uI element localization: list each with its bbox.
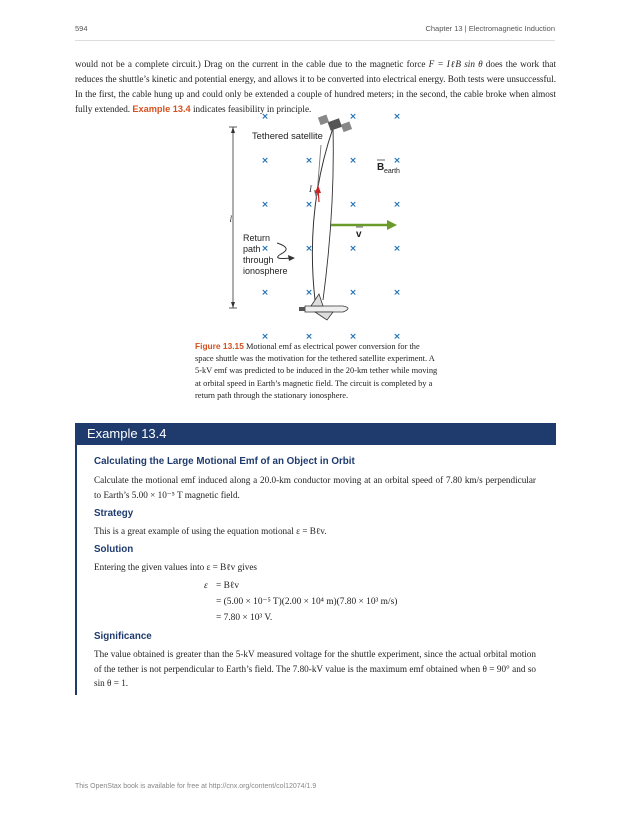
- math-lhs: ε: [204, 581, 208, 591]
- field-into-page-icon: ×: [261, 200, 269, 210]
- length-label: l: [229, 214, 232, 224]
- page-header: [75, 24, 555, 36]
- intro-paragraph: [75, 57, 556, 117]
- example-left-border: [75, 445, 77, 695]
- return-path-label-1: Return: [243, 233, 271, 243]
- field-into-page-icon: ×: [349, 112, 357, 122]
- example-title: Example 13.4: [87, 426, 167, 441]
- math-line-3: = 7.80 × 10³ V.: [216, 613, 273, 623]
- return-path-label-2: path: [243, 244, 261, 254]
- header-divider: [75, 40, 555, 41]
- strategy-heading: Strategy: [94, 508, 134, 519]
- field-into-page-icon: ×: [305, 200, 313, 210]
- tethered-satellite-label: Tethered satellite: [252, 130, 323, 141]
- field-into-page-icon: ×: [349, 244, 357, 254]
- field-into-page-icon: ×: [305, 288, 313, 298]
- example-heading: Calculating the Large Motional Emf of an Object in Orbit: [94, 456, 355, 467]
- significance-heading: Significance: [94, 631, 152, 642]
- intro-text-2: does the work that reduces the shuttle’s kinetic and potential energy, and allows it to be converted into electrical energy. Both tests were unsuccessful. In the first, the cable hung up and could only be extended a couple of hundred meters; in the second, the cable broke when almost fully extended.: [75, 59, 557, 114]
- b-field-subscript: earth: [384, 168, 400, 175]
- caption-label: Figure 13.15: [195, 341, 244, 351]
- emf-calculation: [204, 578, 524, 626]
- satellite-icon: [318, 115, 352, 133]
- page-number: 594: [75, 24, 88, 33]
- strategy-text: This is a great example of using the equation motional ε = Bℓv.: [94, 526, 327, 536]
- return-path-label-3: through: [243, 255, 274, 265]
- field-into-page-icon: ×: [349, 156, 357, 166]
- field-into-page-icon: ×: [305, 332, 313, 340]
- field-into-page-icon: ×: [261, 156, 269, 166]
- math-line-2: = (5.00 × 10⁻⁵ T)(2.00 × 10⁴ m)(7.80 × 10³ m/s): [216, 597, 398, 607]
- problem-text: Calculate the motional emf induced along a 20.0-km conductor moving at an orbital speed of 7.80 km/s perpendicular to Earth’s 5.00 × 10⁻⁵ T magnetic field.: [94, 475, 536, 500]
- tether-cable: [312, 128, 333, 300]
- caption-text: Motional emf as electrical power conversion for the space shuttle was the motivation for the tethered satellite experiment. A 5-kV emf was predicted to be induced in the 20-km tether while moving at orbital speed in Earth’s magnetic field. The circuit is completed by a return path through the stationary ionosphere.: [195, 342, 438, 400]
- b-field-label: B: [377, 162, 385, 173]
- chapter-title: Chapter 13 | Electromagnetic Induction: [425, 24, 555, 33]
- field-into-page-icon: ×: [261, 332, 269, 340]
- example-link[interactable]: Example 13.4: [132, 104, 191, 114]
- field-into-page-icon: ×: [393, 288, 401, 298]
- field-into-page-icon: ×: [261, 288, 269, 298]
- field-into-page-icon: ×: [393, 200, 401, 210]
- field-into-page-icon: ×: [349, 288, 357, 298]
- solution-heading: Solution: [94, 544, 134, 555]
- tethered-satellite-figure: [215, 110, 425, 340]
- figure-caption: [195, 340, 438, 402]
- field-into-page-icon: ×: [305, 156, 313, 166]
- field-into-page-icon: ×: [349, 332, 357, 340]
- page-footer: This OpenStax book is available for free at http://cnx.org/content/col12074/1.9: [75, 783, 317, 790]
- example-header: [75, 423, 556, 445]
- field-into-page-icon: ×: [305, 244, 313, 254]
- field-into-page-icon: ×: [393, 112, 401, 122]
- current-label: I: [309, 184, 312, 194]
- return-path-curve: [323, 128, 333, 300]
- significance-text: The value obtained is greater than the 5-kV measured voltage for the shuttle experiment, since the actual orbital motion of the tether is not perpendicular to Earth’s field. The 7.80-kV value is the maximum emf obtained when θ = 90° and so sin θ = 1.: [94, 649, 536, 688]
- solution-text: Entering the given values into ε = Bℓv gives: [94, 562, 257, 572]
- field-into-page-icon: ×: [261, 244, 269, 254]
- velocity-label: v: [356, 229, 362, 240]
- force-equation: F = IℓB sin θ: [428, 59, 483, 69]
- return-path-label-4: ionosphere: [243, 266, 288, 276]
- field-into-page-icon: ×: [261, 112, 269, 122]
- intro-text-1: would not be a complete circuit.) Drag on the current in the cable due to the magnetic force: [75, 59, 426, 69]
- field-into-page-icon: ×: [393, 244, 401, 254]
- field-into-page-icon: ×: [393, 156, 401, 166]
- field-into-page-icon: ×: [349, 200, 357, 210]
- math-line-1: = Bℓv: [216, 581, 240, 591]
- field-into-page-icon: ×: [393, 332, 401, 340]
- intro-text-3: indicates feasibility in principle.: [192, 104, 312, 114]
